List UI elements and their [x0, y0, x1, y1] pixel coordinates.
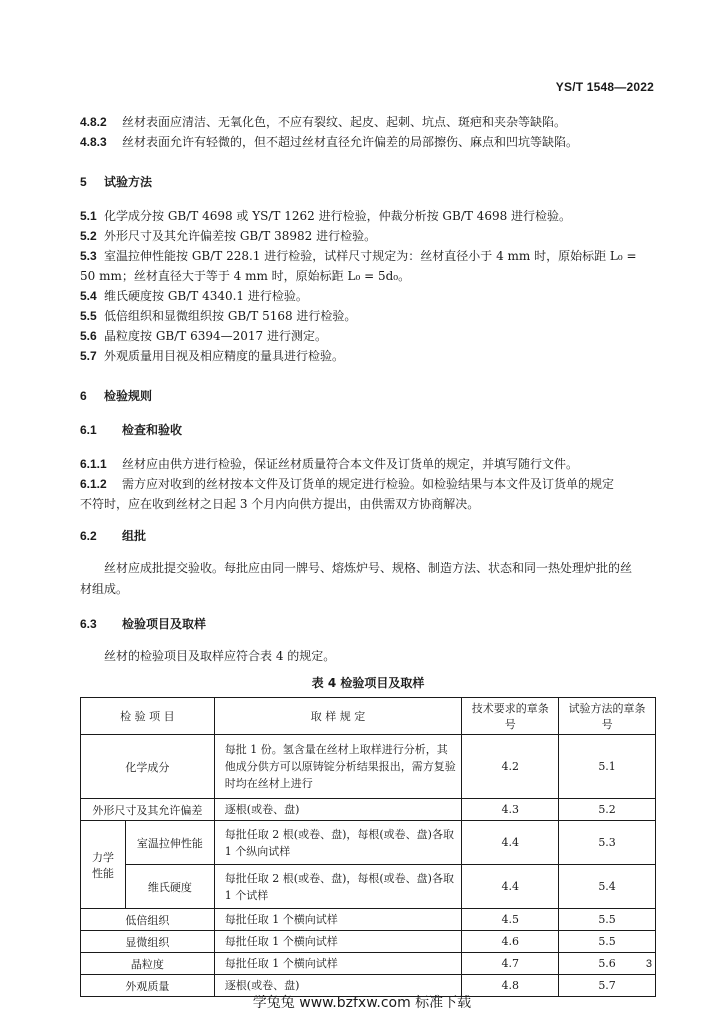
cell-rule: 每批任取 1 个横向试样 [214, 909, 462, 931]
section-5-heading: 5 试验方法 [80, 175, 153, 189]
cell-req: 4.2 [462, 735, 559, 799]
section-6-2-heading: 6.2 组批 [80, 529, 147, 543]
clause-5-1: 5.1 化学成分按 GB/T 4698 或 YS/T 1262 进行检验，仲裁分析按 GB/T 4698 进行检验。 [80, 209, 572, 223]
inspection-table [80, 697, 656, 997]
cell-method: 5.3 [559, 821, 656, 865]
header-rule: 取 样 规 定 [214, 698, 462, 735]
cell-method: 5.5 [559, 909, 656, 931]
section-6-1-heading: 6.1 检查和验收 [80, 423, 183, 437]
clause-6-2-para: 丝材应成批提交验收。每批应由同一牌号、熔炼炉号、规格、制造方法、状态和同一热处理炉批的丝 [104, 561, 633, 575]
header-req: 技术要求的章条号 [462, 698, 559, 735]
header-method: 试验方法的章条号 [559, 698, 656, 735]
clause-4-8-2: 4.8.2 丝材表面应清洁、无氧化色，不应有裂纹、起皮、起刺、坑点、斑疤和夹杂等缺陷。 [80, 115, 567, 129]
table-4-title: 表 4 检验项目及取样 [311, 676, 425, 690]
cell-req: 4.8 [462, 975, 559, 997]
clause-6-1-2-cont: 不符时，应在收到丝材之日起 3 个月内向供方提出，由供需双方协商解决。 [80, 497, 480, 511]
cell-item: 外观质量 [81, 975, 215, 997]
cell-item: 维氏硬度 [125, 865, 214, 909]
standard-number: YS/T 1548—2022 [555, 80, 654, 94]
footer-watermark: 学兔兔 www.bzfxw.com 标准下载 [252, 995, 472, 1011]
clause-6-1-1: 6.1.1 丝材应由供方进行检验，保证丝材质量符合本文件及订货单的规定，并填写随行文件。 [80, 457, 579, 471]
page-number: 3 [645, 958, 652, 970]
clause-6-3-para: 丝材的检验项目及取样应符合表 4 的规定。 [104, 649, 336, 663]
cell-req: 4.4 [462, 821, 559, 865]
table-row [81, 909, 656, 931]
cell-item: 化学成分 [81, 735, 215, 799]
table-row [81, 799, 656, 821]
cell-method: 5.1 [559, 735, 656, 799]
cell-req: 4.7 [462, 953, 559, 975]
section-6-heading: 6 检验规则 [80, 389, 153, 403]
clause-5-7: 5.7 外观质量用目视及相应精度的量具进行检验。 [80, 349, 345, 363]
section-6-3-heading: 6.3 检验项目及取样 [80, 617, 207, 631]
cell-rule: 每批任取 2 根(或卷、盘)，每根(或卷、盘)各取 1 个试样 [214, 865, 462, 909]
cell-method: 5.5 [559, 931, 656, 953]
cell-req: 4.3 [462, 799, 559, 821]
clause-6-1-2: 6.1.2 需方应对收到的丝材按本文件及订货单的规定进行检验。如检验结果与本文件及订货单的规定 [80, 477, 615, 491]
cell-item: 显微组织 [81, 931, 215, 953]
table-row [81, 821, 656, 865]
clause-5-3: 5.3 室温拉伸性能按 GB/T 228.1 进行检验，试样尺寸规定为：丝材直径小于 4 mm 时，原始标距 L₀ = [80, 249, 637, 263]
cell-rule: 每批任取 1 个横向试样 [214, 931, 462, 953]
cell-req: 4.6 [462, 931, 559, 953]
cell-item: 低倍组织 [81, 909, 215, 931]
cell-item: 晶粒度 [81, 953, 215, 975]
cell-req: 4.4 [462, 865, 559, 909]
cell-method: 5.4 [559, 865, 656, 909]
clause-5-3-cont: 50 mm；丝材直径大于等于 4 mm 时，原始标距 L₀ = 5d₀。 [80, 269, 411, 283]
clause-5-4: 5.4 维氏硬度按 GB/T 4340.1 进行检验。 [80, 289, 308, 303]
cell-item: 外形尺寸及其允许偏差 [81, 799, 215, 821]
clause-6-2-para-cont: 材组成。 [80, 582, 129, 596]
clause-5-5: 5.5 低倍组织和显微组织按 GB/T 5168 进行检验。 [80, 309, 357, 323]
table-row [81, 931, 656, 953]
cell-rule: 每批任取 1 个横向试样 [214, 953, 462, 975]
table-row [81, 865, 656, 909]
table-row [81, 735, 656, 799]
page-content [80, 112, 656, 997]
cell-method: 5.6 [559, 953, 656, 975]
clause-4-8-3: 4.8.3 丝材表面允许有轻微的，但不超过丝材直径允许偏差的局部擦伤、麻点和凹坑等缺陷。 [80, 135, 579, 149]
cell-rule: 逐根(或卷、盘) [214, 975, 462, 997]
cell-rule: 每批任取 2 根(或卷、盘)，每根(或卷、盘)各取 1 个纵向试样 [214, 821, 462, 865]
table-row [81, 953, 656, 975]
table-header-row [81, 698, 656, 735]
cell-req: 4.5 [462, 909, 559, 931]
cell-rule: 逐根(或卷、盘) [214, 799, 462, 821]
cell-method: 5.2 [559, 799, 656, 821]
clause-5-6: 5.6 晶粒度按 GB/T 6394—2017 进行测定。 [80, 329, 327, 343]
cell-group-mechanical: 力学 性能 [81, 821, 126, 909]
cell-method: 5.7 [559, 975, 656, 997]
clause-5-2: 5.2 外形尺寸及其允许偏差按 GB/T 38982 进行检验。 [80, 229, 377, 243]
header-item: 检 验 项 目 [81, 698, 215, 735]
cell-rule: 每批 1 份。氢含量在丝材上取样进行分析，其 他成分供方可以原铸锭分析结果报出，需方复验 时均在丝材上进行 [214, 735, 462, 799]
cell-item: 室温拉伸性能 [125, 821, 214, 865]
